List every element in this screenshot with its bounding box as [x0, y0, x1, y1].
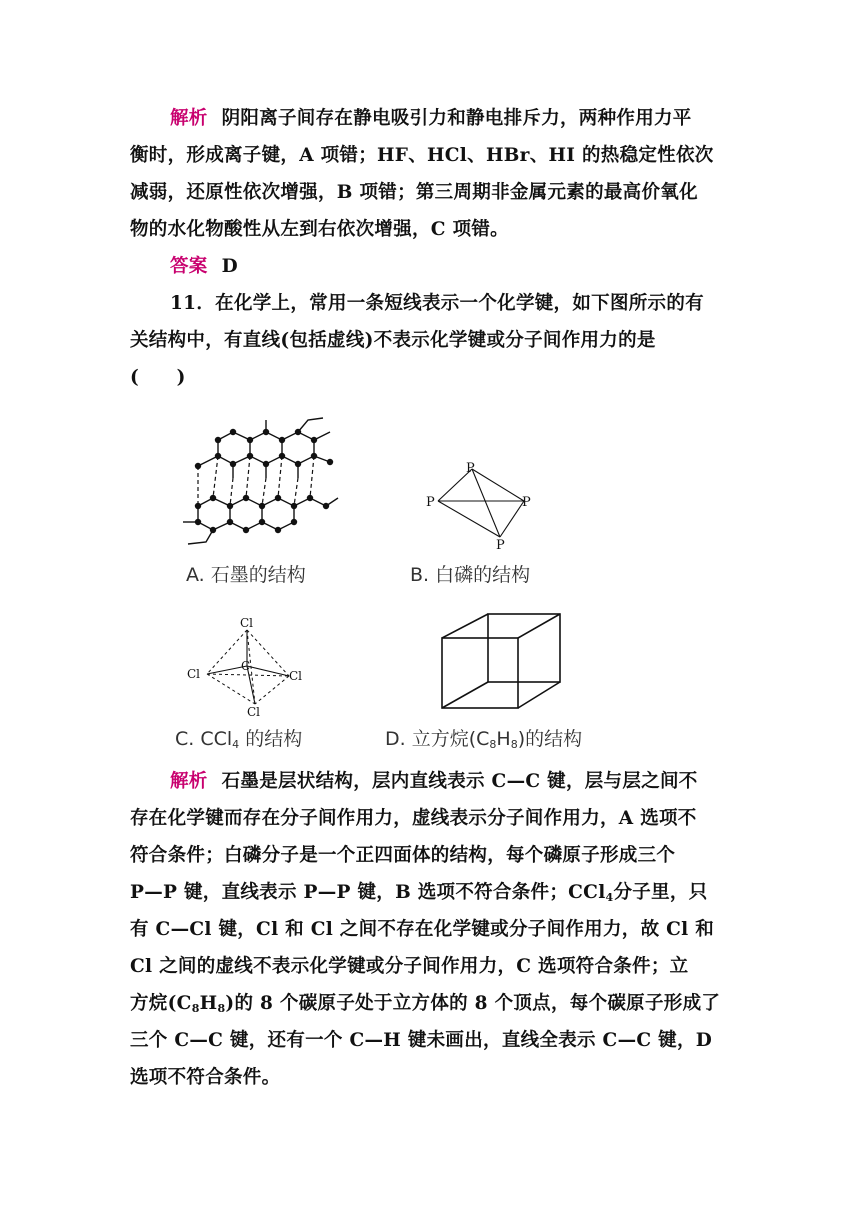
ccl4-structure-figure — [185, 612, 315, 722]
caption-b: B. 白磷的结构 — [410, 564, 531, 586]
analysis-line: 选项不符合条件。 — [130, 1067, 281, 1088]
cl-atom-label: Cl — [289, 669, 303, 683]
caption-d: D. 立方烷$(C_8H_8)$的结构 — [385, 728, 583, 751]
question-line: 关结构中，有直线(包括虚线)不表示化学键或分子间作用力的是 — [130, 330, 656, 351]
analysis-line: 减弱，还原性依次增强，B 项错；第三周期非金属元素的最高价氧化 — [130, 182, 698, 203]
p-atom-label: P — [466, 461, 475, 476]
analysis-label: 解析 — [170, 771, 208, 792]
white-phosphorus-figure — [420, 455, 540, 550]
analysis-line: P—P 键，直线表示 P—P 键，B 选项不符合条件；CCl$_4$分子里，只 — [130, 882, 708, 904]
cl-atom-label: Cl — [187, 667, 201, 681]
analysis-line: 物的水化物酸性从左到右依次增强，C 项错。 — [130, 219, 509, 240]
analysis-1 — [130, 100, 730, 396]
p-atom-label: P — [496, 538, 505, 550]
cl-atom-label: Cl — [240, 616, 254, 630]
c-atom-label: C — [241, 659, 251, 673]
p-atom-label: P — [522, 495, 531, 510]
cubane-structure-figure — [440, 612, 565, 712]
analysis-line: 三个 C—C 键，还有一个 C—H 键未画出，直线全表示 C—C 键，D — [130, 1030, 713, 1051]
analysis-line: 石墨是层状结构，层内直线表示 C—C 键，层与层之间不 — [221, 771, 698, 792]
analysis-line: 方烷$(C_8H_8)$的 8 个碳原子处于立方体的 8 个顶点，每个碳原子形成了 — [130, 993, 721, 1015]
p-atom-label: P — [426, 495, 435, 510]
question-line: 11．在化学上，常用一条短线表示一个化学键，如下图所示的有 — [170, 293, 704, 314]
caption-a: A. 石墨的结构 — [186, 564, 306, 586]
answer-label: 答案 — [170, 256, 208, 277]
analysis-line: 存在化学键而存在分子间作用力，虚线表示分子间作用力，A 选项不 — [130, 808, 697, 829]
question-line: ( ) — [130, 367, 186, 388]
caption-c: C. CCl$_4$ 的结构 — [175, 728, 303, 751]
graphite-structure-figure — [178, 410, 348, 550]
answer-line — [130, 248, 730, 285]
analysis-label: 解析 — [170, 108, 208, 129]
analysis-line: 阴阳离子间存在静电吸引力和静电排斥力，两种作用力平 — [221, 108, 692, 129]
analysis-line: 衡时，形成离子键，A 项错；HF、HCl、HBr、HI 的热稳定性依次 — [130, 145, 714, 166]
analysis-line: 有 C—Cl 键，Cl 和 Cl 之间不存在化学键或分子间作用力，故 Cl 和 — [130, 919, 715, 940]
answer-value: D — [221, 256, 238, 277]
analysis-line: 符合条件；白磷分子是一个正四面体的结构，每个磷原子形成三个 — [130, 845, 676, 866]
analysis-2 — [130, 763, 730, 1096]
analysis-line: Cl 之间的虚线不表示化学键或分子间作用力，C 选项符合条件；立 — [130, 956, 689, 977]
cl-atom-label: Cl — [247, 705, 261, 719]
